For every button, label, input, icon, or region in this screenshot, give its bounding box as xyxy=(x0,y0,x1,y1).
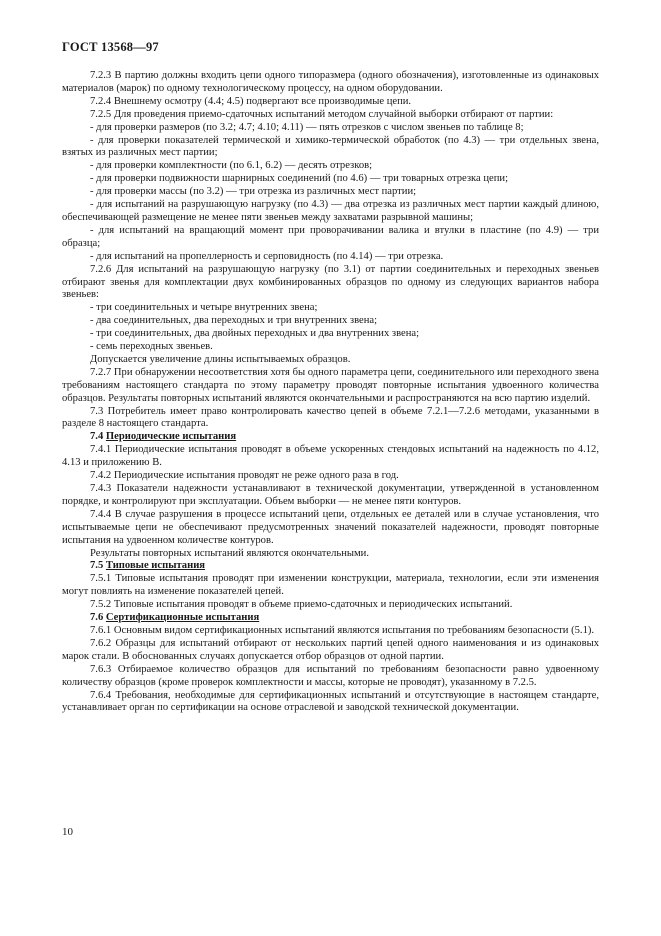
paragraph: 7.3 Потребитель имеет право контролировать качество цепей в объеме 7.2.1—7.2.6 методами, указанными в разделе 8 настоящего стандарта. xyxy=(62,405,599,430)
paragraph: 7.6.1 Основным видом сертификационных испытаний являются испытания по требованиям безопасности (5.1). xyxy=(90,624,595,636)
paragraph: Результаты повторных испытаний являются окончательными. xyxy=(90,547,370,559)
paragraph: 7.5.2 Типовые испытания проводят в объеме приемо-сдаточных и периодических испытаний. xyxy=(90,599,513,611)
paragraph: 7.2.3 В партию должны входить цепи одного типоразмера (одного обозначения), изготовленные из одинаковых материалов (марок) по одному технологическому процессу, на одном оборудовании. xyxy=(62,70,599,94)
paragraph: 7.2.7 При обнаружении несоответствия хотя бы одного параметра цепи, соединительного или переходного звена требованиям настоящего стандарта по этому параметру проводят повторные испытания удвоенного количества образцов. Результаты повторных испытаний являются окончательными и распространяются на всю партию изделий. xyxy=(62,366,599,404)
paragraph: - для проверки размеров (по 3.2; 4.7; 4.10; 4.11) — пять отрезков с числом звеньев по таблице 8; xyxy=(90,121,524,133)
paragraph: 7.4.1 Периодические испытания проводят в объеме ускоренных стендовых испытаний на надежность по 4.12, 4.13 и приложению В. xyxy=(62,444,599,469)
section-number: 7.6 xyxy=(90,612,104,624)
paragraph: - для испытаний на разрушающую нагрузку (по 4.3) — два отрезка из различных мест партии каждый длиною, обеспечивающей размещение не менее пяти звеньев между захватами разрывной машины; xyxy=(62,199,599,223)
paragraph: - для проверки комплектности (по 6.1, 6.2) — десять отрезков; xyxy=(90,160,373,172)
paragraph: 7.2.4 Внешнему осмотру (4.4; 4.5) подвергают все производимые цепи. xyxy=(90,95,412,107)
section-heading xyxy=(62,612,599,625)
paragraph: 7.4.3 Показатели надежности устанавливают в технической документации, утвержденной в установленном порядке, и контролируют при эксплуатации. Объем выборки — не менее пяти контуров. xyxy=(62,483,599,507)
section-title: Типовые испытания xyxy=(105,560,206,572)
document-body xyxy=(62,70,599,715)
paragraph: - для проверки подвижности шарнирных соединений (по 4.6) — три товарных отрезка цепи; xyxy=(90,173,509,185)
paragraph: - для проверки массы (по 3.2) — три отрезка из различных мест партии; xyxy=(90,186,417,198)
paragraph: - для испытаний на пропеллерность и серповидность (по 4.14) — три отрезка. xyxy=(90,250,444,262)
section-number: 7.4 xyxy=(90,431,104,443)
paragraph: 7.4.4 В случае разрушения в процессе испытаний цепи, отдельных ее деталей или в случае установления, что испытываемые цепи не обеспечивают предусмотренных значений показателей надежности, проводят повторные испытания на удвоенном количестве контуров. xyxy=(62,508,599,546)
paragraph: 7.4.2 Периодические испытания проводят не реже одного раза в год. xyxy=(90,470,399,482)
paragraph: - три соединительных и четыре внутренних звена; xyxy=(90,302,318,314)
paragraph: - для испытаний на вращающий момент при проворачивании валика и втулки в пластине (по 4.9) — три образца; xyxy=(62,224,599,249)
section-title: Периодические испытания xyxy=(105,431,237,443)
paragraph: - два соединительных, два переходных и три внутренних звена; xyxy=(90,315,378,327)
paragraph: 7.2.6 Для испытаний на разрушающую нагрузку (по 3.1) от партии соединительных и переходных звеньев отбирают звенья для комплектации двух комбинированных образцов по одному из следующих вариантов набора звеньев: xyxy=(62,263,599,301)
paragraph: 7.6.2 Образцы для испытаний отбирают от нескольких партий цепей одного наименования и из одинаковых марок стали. В обоснованных случаях допускается отбор образцов от одной партии. xyxy=(62,637,599,662)
paragraph: 7.2.5 Для проведения приемо-сдаточных испытаний методом случайной выборки отбирают от партии: xyxy=(90,108,554,120)
section-heading xyxy=(62,560,599,573)
paragraph: - для проверки показателей термической и химико-термической обработок (по 4.3) — три отдельных звена, взятых из различных мест партии; xyxy=(62,134,599,159)
document-code: ГОСТ 13568—97 xyxy=(62,40,159,54)
page-number: 10 xyxy=(62,826,73,838)
section-number: 7.5 xyxy=(90,560,104,572)
paragraph: - семь переходных звеньев. xyxy=(90,341,213,353)
paragraph: 7.6.3 Отбираемое количество образцов для испытаний по требованиям безопасности равно удвоенному количеству образцов (кроме проверок комплектности и массы, которые не проводят), указанному в 7.2.5. xyxy=(62,663,599,688)
section-heading xyxy=(62,431,599,444)
section-title: Сертификационные испытания xyxy=(105,612,260,624)
paragraph: - три соединительных, два двойных переходных и два внутренних звена; xyxy=(90,328,420,340)
paragraph: 7.5.1 Типовые испытания проводят при изменении конструкции, материала, технологии, если эти изменения могут повлиять на изменение показателей цепей. xyxy=(62,573,599,598)
paragraph: Допускается увеличение длины испытываемых образцов. xyxy=(90,353,351,365)
paragraph: 7.6.4 Требования, необходимые для сертификационных испытаний и отсутствующие в настоящем стандарте, устанавливает орган по сертификации на основе отраслевой и заводской технической документации. xyxy=(62,689,599,714)
